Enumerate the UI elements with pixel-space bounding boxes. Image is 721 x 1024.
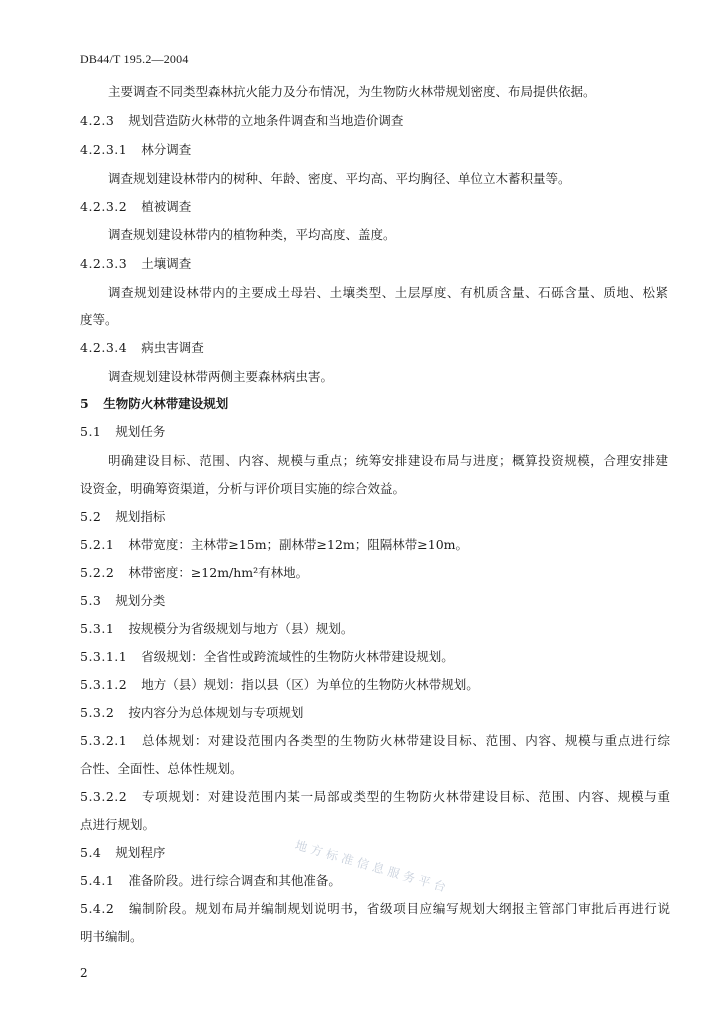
section-number: 4.2.3.2 (80, 199, 128, 214)
section-number: 5.3 (80, 593, 102, 608)
clause-5-4-1 (80, 873, 341, 889)
clause-number: 5.3.1 (80, 621, 115, 636)
clause-5-3-1-1 (80, 649, 454, 665)
page-number: 2 (80, 966, 88, 980)
clause-number: 5.2.2 (80, 565, 115, 580)
paragraph-line-continued: 点进行规划。 (80, 817, 156, 832)
clause-5-3-2 (80, 705, 303, 721)
clause-number: 5.4.2 (80, 901, 115, 916)
clause-text: 准备阶段。进行综合调查和其他准备。 (128, 873, 341, 888)
section-number: 4.2.3.4 (80, 340, 128, 355)
paragraph-line-continued: 度等。 (80, 312, 118, 327)
section-number: 4.2.3 (80, 113, 115, 128)
clause-5-3-1 (80, 621, 353, 637)
section-title: 林分调查 (141, 142, 192, 157)
section-title: 规划任务 (115, 424, 166, 439)
paragraph-line: 调查规划建设林带内的主要成土母岩、土壤类型、土层厚度、有机质含量、石砾含量、质地、松紧 (108, 285, 668, 300)
clause-text: 省级规划：全省性或跨流域性的生物防火林带建设规划。 (141, 649, 454, 664)
chapter-title: 生物防火林带建设规划 (103, 396, 229, 411)
section-title: 植被调查 (141, 199, 192, 214)
chapter-heading-5 (80, 396, 228, 412)
section-heading-5-4 (80, 845, 165, 861)
clause-5-4-2 (80, 901, 670, 917)
section-number: 5.1 (80, 424, 102, 439)
paragraph-line: 主要调查不同类型森林抗火能力及分布情况，为生物防火林带规划密度、布局提供依据。 (108, 84, 596, 99)
clause-text: 按内容分为总体规划与专项规划 (128, 705, 304, 720)
clause-text: 专项规划：对建设范围内某一局部或类型的生物防火林带建设目标、范围、内容、规模与重 (141, 789, 670, 804)
clause-number: 5.3.2.2 (80, 789, 128, 804)
paragraph-line: 调查规划建设林带内的树种、年龄、密度、平均高、平均胸径、单位立木蓄积量等。 (108, 171, 571, 186)
paragraph-line-continued: 明书编制。 (80, 929, 143, 944)
clause-5-2-2 (80, 565, 308, 581)
section-heading-5-2 (80, 509, 165, 525)
section-number: 5.4 (80, 845, 102, 860)
clause-number: 5.3.1.2 (80, 677, 128, 692)
clause-text: 林带宽度：主林带≥15m；副林带≥12m；阻隔林带≥10m。 (128, 537, 469, 552)
clause-5-2-1 (80, 537, 468, 553)
section-heading-4-2-3-1 (80, 142, 191, 158)
section-title: 土壤调查 (141, 256, 192, 271)
section-heading-4-2-3 (80, 113, 403, 129)
paragraph-line: 明确建设目标、范围、内容、规模与重点；统筹安排建设布局与进度；概算投资规模，合理安排建 (108, 453, 668, 468)
clause-text: 林带密度：≥12m/hm²有林地。 (128, 565, 309, 580)
section-title: 规划营造防火林带的立地条件调查和当地造价调查 (128, 113, 404, 128)
section-title: 规划指标 (115, 509, 166, 524)
paragraph-line: 调查规划建设林带两侧主要森林病虫害。 (108, 369, 334, 384)
section-title: 规划程序 (115, 845, 166, 860)
clause-5-3-1-2 (80, 677, 479, 693)
clause-text: 编制阶段。规划布局并编制规划说明书，省级项目应编写规划大纲报主管部门审批后再进行说 (128, 901, 670, 916)
watermark: 地方标准信息服务平台 (293, 837, 452, 896)
clause-5-3-2-1 (80, 733, 670, 749)
clause-number: 5.3.2.1 (80, 733, 128, 748)
section-number: 5.2 (80, 509, 102, 524)
section-heading-4-2-3-4 (80, 340, 204, 356)
chapter-number: 5 (80, 396, 90, 411)
section-title: 规划分类 (115, 593, 166, 608)
section-heading-4-2-3-2 (80, 199, 191, 215)
clause-text: 地方（县）规划：指以县（区）为单位的生物防火林带规划。 (141, 677, 479, 692)
clause-number: 5.3.2 (80, 705, 115, 720)
clause-text: 总体规划：对建设范围内各类型的生物防火林带建设目标、范围、内容、规模与重点进行综 (141, 733, 670, 748)
clause-number: 5.2.1 (80, 537, 115, 552)
section-number: 4.2.3.3 (80, 256, 128, 271)
standard-code: DB44/T 195.2—2004 (80, 52, 189, 66)
paragraph-line-continued: 设资金，明确筹资渠道，分析与评价项目实施的综合效益。 (80, 481, 406, 496)
clause-5-3-2-2 (80, 789, 670, 805)
paragraph-line-continued: 合性、全面性、总体性规划。 (80, 761, 243, 776)
section-heading-4-2-3-3 (80, 256, 191, 272)
clause-text: 按规模分为省级规划与地方（县）规划。 (128, 621, 354, 636)
section-title: 病虫害调查 (141, 340, 204, 355)
section-heading-5-3 (80, 593, 165, 609)
clause-number: 5.4.1 (80, 873, 115, 888)
section-heading-5-1 (80, 424, 165, 440)
paragraph-line: 调查规划建设林带内的植物种类，平均高度、盖度。 (108, 227, 396, 242)
clause-number: 5.3.1.1 (80, 649, 128, 664)
section-number: 4.2.3.1 (80, 142, 128, 157)
